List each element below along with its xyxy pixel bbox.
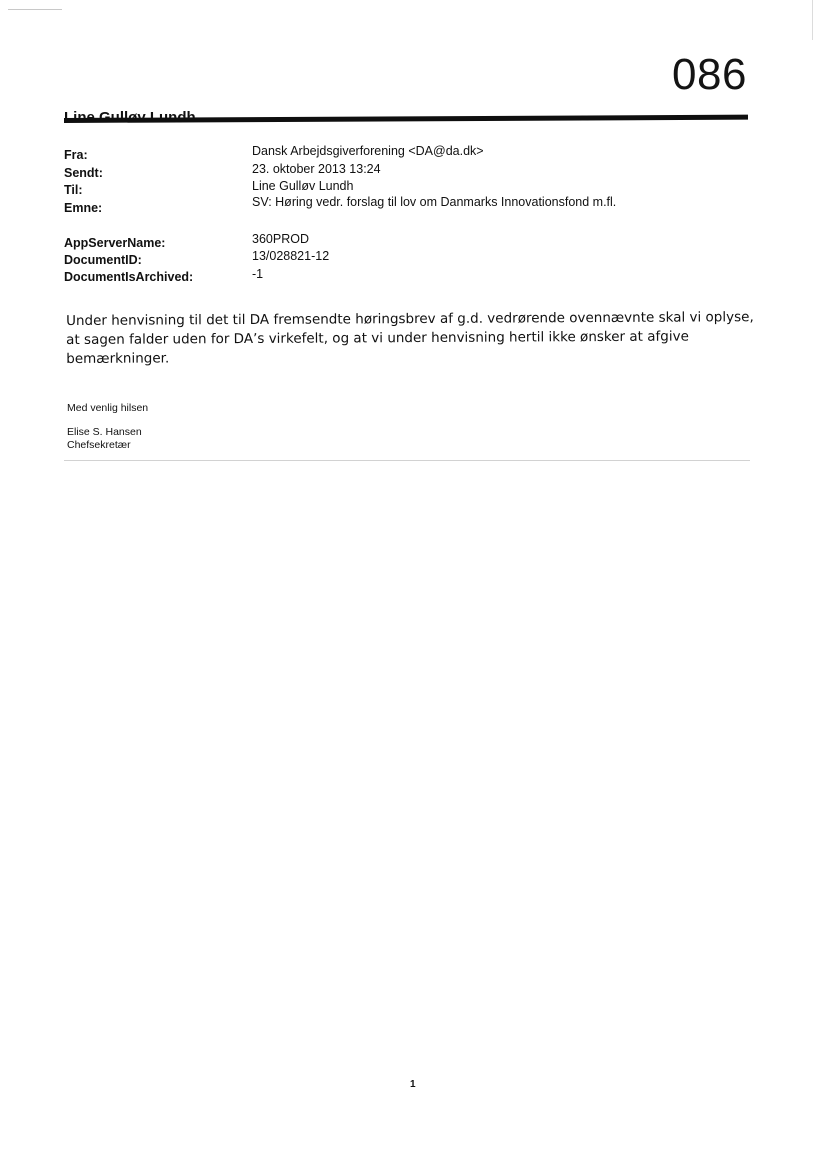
scan-edge-mark-right (812, 0, 813, 40)
page-number: 1 (410, 1079, 416, 1090)
closing-greeting: Med venlig hilsen (67, 402, 149, 414)
document-stamp-number: 086 (672, 50, 747, 99)
sent-label: Sendt: (64, 166, 103, 180)
subject-value: SV: Høring vedr. forslag til lov om Danmarks Innovationsfond m.fl. (252, 195, 617, 209)
sent-value: 23. oktober 2013 13:24 (252, 162, 381, 176)
from-value: Dansk Arbejdsgiverforening <DA@da.dk> (252, 144, 484, 158)
document-id-value: 13/028821-12 (252, 249, 330, 263)
document-id-label: DocumentID: (64, 253, 142, 267)
from-label: Fra: (64, 148, 88, 162)
document-is-archived-label: DocumentIsArchived: (64, 270, 194, 284)
to-value: Line Gulløv Lundh (252, 179, 354, 193)
signer-title: Chefsekretær (67, 439, 131, 451)
app-server-name-label: AppServerName: (64, 236, 166, 250)
app-server-name-value: 360PROD (252, 232, 309, 246)
email-body-line: at sagen falder uden for DA’s virkefelt, og at vi under henvisning hertil ikke ønsker at afgive (66, 328, 689, 348)
signature-divider (64, 460, 750, 461)
signer-name: Elise S. Hansen (67, 426, 142, 438)
email-body-line: Under henvisning til det til DA fremsendte høringsbrev af g.d. vedrørende ovennævnte skal vi oplyse, (66, 309, 754, 329)
email-body (66, 308, 756, 369)
email-body-line: bemærkninger. (66, 350, 170, 367)
document-is-archived-value: -1 (252, 267, 264, 281)
subject-label: Emne: (64, 201, 103, 215)
scan-edge-mark (8, 9, 62, 10)
to-label: Til: (64, 183, 83, 197)
